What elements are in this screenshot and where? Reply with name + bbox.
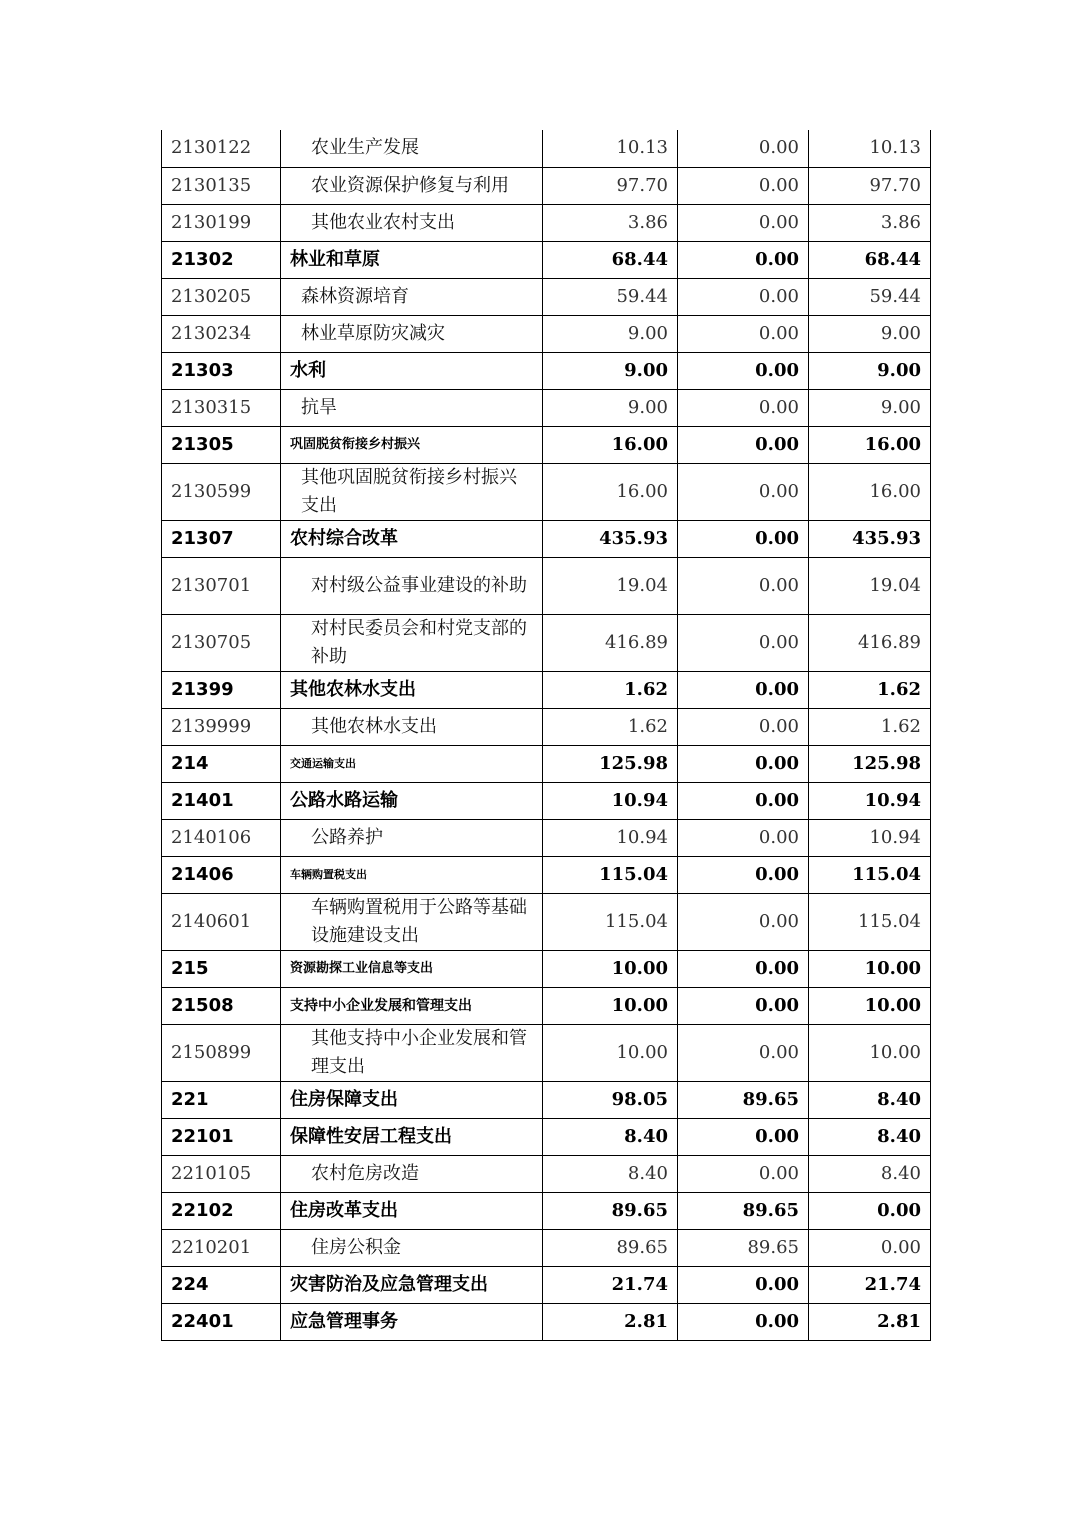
table-row [162, 241, 931, 278]
total-amount-cell: 416.89 [543, 614, 678, 671]
basic-expenditure-cell: 0.00 [678, 352, 809, 389]
table-row [162, 856, 931, 893]
item-name-cell: 交通运输支出 [281, 745, 543, 782]
basic-expenditure-cell: 0.00 [678, 893, 809, 950]
basic-expenditure-cell: 0.00 [678, 241, 809, 278]
table-row [162, 1081, 931, 1118]
total-amount-cell: 97.70 [543, 167, 678, 204]
table-row [162, 987, 931, 1024]
basic-expenditure-cell: 89.65 [678, 1081, 809, 1118]
basic-expenditure-cell: 0.00 [678, 426, 809, 463]
account-code-cell: 2210105 [162, 1155, 281, 1192]
item-name-cell: 抗旱 [281, 389, 543, 426]
project-expenditure-cell: 10.00 [809, 1024, 931, 1081]
basic-expenditure-cell: 0.00 [678, 520, 809, 557]
item-name-cell: 灾害防治及应急管理支出 [281, 1266, 543, 1303]
item-name-cell: 住房改革支出 [281, 1192, 543, 1229]
table-row [162, 671, 931, 708]
table-row [162, 389, 931, 426]
basic-expenditure-cell: 0.00 [678, 1266, 809, 1303]
basic-expenditure-cell: 0.00 [678, 819, 809, 856]
account-code-cell: 2140106 [162, 819, 281, 856]
project-expenditure-cell: 115.04 [809, 856, 931, 893]
project-expenditure-cell: 10.94 [809, 782, 931, 819]
table-row [162, 614, 931, 671]
basic-expenditure-cell: 0.00 [678, 708, 809, 745]
table-row [162, 557, 931, 614]
item-name-cell: 应急管理事务 [281, 1303, 543, 1340]
basic-expenditure-cell: 0.00 [678, 856, 809, 893]
total-amount-cell: 8.40 [543, 1155, 678, 1192]
basic-expenditure-cell: 0.00 [678, 204, 809, 241]
basic-expenditure-cell: 89.65 [678, 1192, 809, 1229]
item-name-cell: 支持中小企业发展和管理支出 [281, 987, 543, 1024]
project-expenditure-cell: 9.00 [809, 352, 931, 389]
account-code-cell: 2150899 [162, 1024, 281, 1081]
item-name-cell: 对村民委员会和村党支部的补助 [281, 614, 543, 671]
item-name-cell: 巩固脱贫衔接乡村振兴 [281, 426, 543, 463]
account-code-cell: 2139999 [162, 708, 281, 745]
project-expenditure-cell: 1.62 [809, 671, 931, 708]
account-code-cell: 21305 [162, 426, 281, 463]
account-code-cell: 21508 [162, 987, 281, 1024]
account-code-cell: 2130122 [162, 130, 281, 167]
table-row [162, 1266, 931, 1303]
account-code-cell: 2130705 [162, 614, 281, 671]
item-name-cell: 其他农林水支出 [281, 671, 543, 708]
account-code-cell: 214 [162, 745, 281, 782]
item-name-cell: 对村级公益事业建设的补助 [281, 557, 543, 614]
table-row [162, 1192, 931, 1229]
item-name-cell: 林业草原防灾减灾 [281, 315, 543, 352]
total-amount-cell: 68.44 [543, 241, 678, 278]
project-expenditure-cell: 19.04 [809, 557, 931, 614]
table-row [162, 782, 931, 819]
total-amount-cell: 10.00 [543, 987, 678, 1024]
project-expenditure-cell: 21.74 [809, 1266, 931, 1303]
item-name-cell: 农村危房改造 [281, 1155, 543, 1192]
account-code-cell: 21399 [162, 671, 281, 708]
project-expenditure-cell: 59.44 [809, 278, 931, 315]
project-expenditure-cell: 8.40 [809, 1155, 931, 1192]
account-code-cell: 2130135 [162, 167, 281, 204]
total-amount-cell: 21.74 [543, 1266, 678, 1303]
total-amount-cell: 125.98 [543, 745, 678, 782]
item-name-cell: 农业资源保护修复与利用 [281, 167, 543, 204]
total-amount-cell: 89.65 [543, 1229, 678, 1266]
account-code-cell: 2130315 [162, 389, 281, 426]
item-name-cell: 水利 [281, 352, 543, 389]
account-code-cell: 22101 [162, 1118, 281, 1155]
table-row [162, 745, 931, 782]
table-row [162, 1229, 931, 1266]
account-code-cell: 22401 [162, 1303, 281, 1340]
total-amount-cell: 1.62 [543, 671, 678, 708]
table-row [162, 1024, 931, 1081]
total-amount-cell: 2.81 [543, 1303, 678, 1340]
item-name-cell: 车辆购置税支出 [281, 856, 543, 893]
basic-expenditure-cell: 0.00 [678, 614, 809, 671]
project-expenditure-cell: 10.13 [809, 130, 931, 167]
account-code-cell: 21401 [162, 782, 281, 819]
total-amount-cell: 10.94 [543, 819, 678, 856]
account-code-cell: 2130205 [162, 278, 281, 315]
table-row [162, 950, 931, 987]
table-row [162, 1155, 931, 1192]
basic-expenditure-cell: 0.00 [678, 130, 809, 167]
account-code-cell: 224 [162, 1266, 281, 1303]
table-row [162, 278, 931, 315]
basic-expenditure-cell: 0.00 [678, 745, 809, 782]
basic-expenditure-cell: 0.00 [678, 1118, 809, 1155]
project-expenditure-cell: 10.00 [809, 950, 931, 987]
basic-expenditure-cell: 0.00 [678, 167, 809, 204]
basic-expenditure-cell: 0.00 [678, 987, 809, 1024]
project-expenditure-cell: 115.04 [809, 893, 931, 950]
total-amount-cell: 10.00 [543, 1024, 678, 1081]
total-amount-cell: 115.04 [543, 856, 678, 893]
account-code-cell: 2210201 [162, 1229, 281, 1266]
total-amount-cell: 16.00 [543, 463, 678, 520]
item-name-cell: 其他农业农村支出 [281, 204, 543, 241]
total-amount-cell: 435.93 [543, 520, 678, 557]
item-name-cell: 其他农林水支出 [281, 708, 543, 745]
account-code-cell: 215 [162, 950, 281, 987]
item-name-cell: 住房保障支出 [281, 1081, 543, 1118]
item-name-cell: 保障性安居工程支出 [281, 1118, 543, 1155]
basic-expenditure-cell: 0.00 [678, 557, 809, 614]
table-row [162, 130, 931, 167]
total-amount-cell: 89.65 [543, 1192, 678, 1229]
total-amount-cell: 8.40 [543, 1118, 678, 1155]
total-amount-cell: 1.62 [543, 708, 678, 745]
total-amount-cell: 10.94 [543, 782, 678, 819]
item-name-cell: 公路水路运输 [281, 782, 543, 819]
item-name-cell: 林业和草原 [281, 241, 543, 278]
item-name-cell: 其他巩固脱贫衔接乡村振兴支出 [281, 463, 543, 520]
budget-expenditure-table [161, 130, 931, 1341]
total-amount-cell: 9.00 [543, 352, 678, 389]
table-row [162, 708, 931, 745]
basic-expenditure-cell: 0.00 [678, 950, 809, 987]
total-amount-cell: 19.04 [543, 557, 678, 614]
project-expenditure-cell: 435.93 [809, 520, 931, 557]
basic-expenditure-cell: 0.00 [678, 782, 809, 819]
project-expenditure-cell: 10.94 [809, 819, 931, 856]
table-row [162, 315, 931, 352]
account-code-cell: 21303 [162, 352, 281, 389]
account-code-cell: 2130199 [162, 204, 281, 241]
item-name-cell: 森林资源培育 [281, 278, 543, 315]
project-expenditure-cell: 16.00 [809, 463, 931, 520]
project-expenditure-cell: 10.00 [809, 987, 931, 1024]
basic-expenditure-cell: 0.00 [678, 1155, 809, 1192]
item-name-cell: 资源勘探工业信息等支出 [281, 950, 543, 987]
total-amount-cell: 115.04 [543, 893, 678, 950]
project-expenditure-cell: 97.70 [809, 167, 931, 204]
project-expenditure-cell: 16.00 [809, 426, 931, 463]
table-body [162, 130, 931, 1340]
project-expenditure-cell: 0.00 [809, 1229, 931, 1266]
project-expenditure-cell: 9.00 [809, 315, 931, 352]
total-amount-cell: 10.00 [543, 950, 678, 987]
item-name-cell: 农业生产发展 [281, 130, 543, 167]
basic-expenditure-cell: 0.00 [678, 463, 809, 520]
total-amount-cell: 59.44 [543, 278, 678, 315]
table-row [162, 520, 931, 557]
project-expenditure-cell: 9.00 [809, 389, 931, 426]
table-row [162, 463, 931, 520]
project-expenditure-cell: 1.62 [809, 708, 931, 745]
account-code-cell: 22102 [162, 1192, 281, 1229]
basic-expenditure-cell: 0.00 [678, 389, 809, 426]
table-row [162, 893, 931, 950]
account-code-cell: 2130599 [162, 463, 281, 520]
project-expenditure-cell: 8.40 [809, 1118, 931, 1155]
account-code-cell: 221 [162, 1081, 281, 1118]
table-row [162, 1118, 931, 1155]
account-code-cell: 21406 [162, 856, 281, 893]
account-code-cell: 2130234 [162, 315, 281, 352]
table-row [162, 426, 931, 463]
total-amount-cell: 98.05 [543, 1081, 678, 1118]
basic-expenditure-cell: 0.00 [678, 671, 809, 708]
item-name-cell: 农村综合改革 [281, 520, 543, 557]
project-expenditure-cell: 416.89 [809, 614, 931, 671]
table-row [162, 819, 931, 856]
item-name-cell: 住房公积金 [281, 1229, 543, 1266]
account-code-cell: 21307 [162, 520, 281, 557]
basic-expenditure-cell: 0.00 [678, 315, 809, 352]
basic-expenditure-cell: 0.00 [678, 1303, 809, 1340]
project-expenditure-cell: 3.86 [809, 204, 931, 241]
project-expenditure-cell: 68.44 [809, 241, 931, 278]
project-expenditure-cell: 2.81 [809, 1303, 931, 1340]
table-row [162, 167, 931, 204]
table-row [162, 1303, 931, 1340]
account-code-cell: 2140601 [162, 893, 281, 950]
total-amount-cell: 16.00 [543, 426, 678, 463]
project-expenditure-cell: 0.00 [809, 1192, 931, 1229]
account-code-cell: 2130701 [162, 557, 281, 614]
basic-expenditure-cell: 89.65 [678, 1229, 809, 1266]
total-amount-cell: 9.00 [543, 389, 678, 426]
table-row [162, 352, 931, 389]
total-amount-cell: 10.13 [543, 130, 678, 167]
basic-expenditure-cell: 0.00 [678, 1024, 809, 1081]
item-name-cell: 车辆购置税用于公路等基础设施建设支出 [281, 893, 543, 950]
account-code-cell: 21302 [162, 241, 281, 278]
project-expenditure-cell: 8.40 [809, 1081, 931, 1118]
basic-expenditure-cell: 0.00 [678, 278, 809, 315]
project-expenditure-cell: 125.98 [809, 745, 931, 782]
item-name-cell: 公路养护 [281, 819, 543, 856]
total-amount-cell: 9.00 [543, 315, 678, 352]
table-row [162, 204, 931, 241]
total-amount-cell: 3.86 [543, 204, 678, 241]
item-name-cell: 其他支持中小企业发展和管理支出 [281, 1024, 543, 1081]
